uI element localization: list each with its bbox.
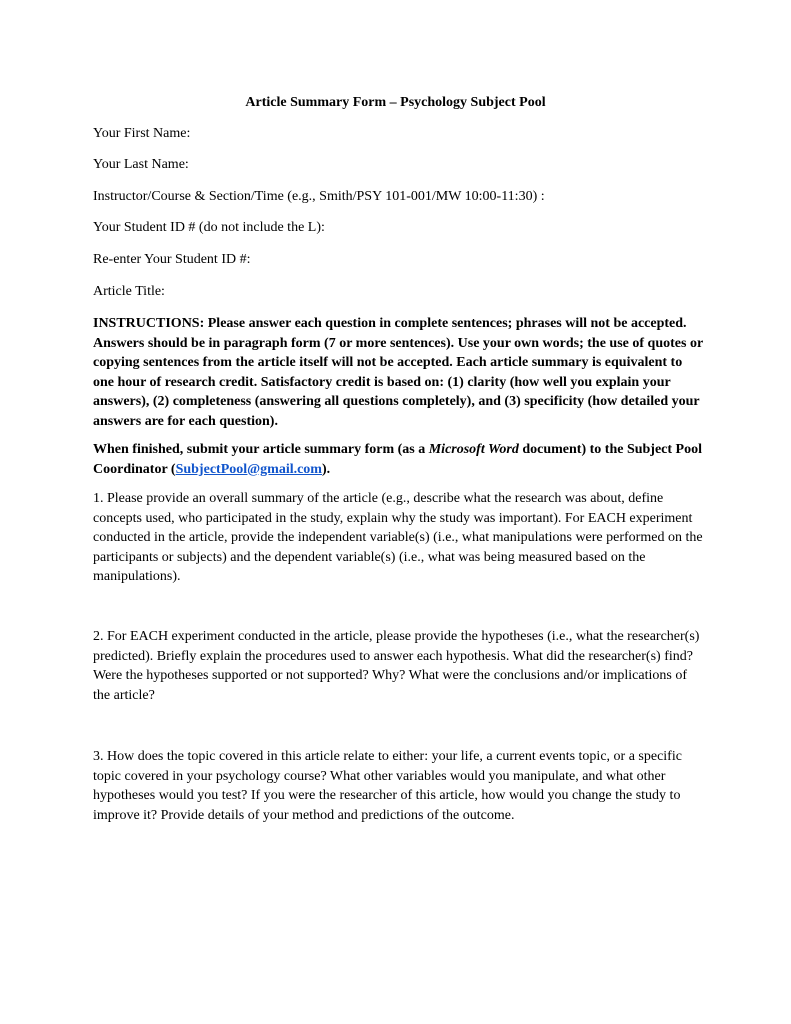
submission-paragraph (93, 440, 705, 479)
last-name-field[interactable]: Your Last Name: (93, 157, 189, 172)
coordinator-email-link[interactable]: SubjectPool@gmail.com (175, 461, 322, 477)
question-1: 1. Please provide an overall summary of the article (e.g., describe what the research was about, define concepts used, who participated in the study, explain why the study was important). For EACH experiment conducted in the article, provide the independent variable(s) (i.e., what manipulations were performed on the participants or subjects) and the dependent variable(s) (i.e., what was being measured based on the manipulations). (93, 491, 703, 584)
article-title-field[interactable]: Article Title: (93, 284, 165, 299)
submission-text-middle: document) to the Subject Pool Coordinator ( (93, 442, 702, 477)
student-id-field[interactable]: Your Student ID # (do not include the L): (93, 220, 325, 235)
submission-text-after: ). (321, 461, 331, 477)
document-title: Article Summary Form – Psychology Subject Pool (245, 95, 546, 110)
first-name-field[interactable]: Your First Name: (93, 126, 191, 141)
submission-text-before: When finished, submit your article summary form (as a (93, 442, 429, 457)
submission-app-name: Microsoft Word (428, 442, 519, 457)
instructor-course-field[interactable]: Instructor/Course & Section/Time (e.g., Smith/PSY 101-001/MW 10:00-11:30) : (93, 189, 545, 204)
student-id-reenter-field[interactable]: Re-enter Your Student ID #: (93, 252, 251, 267)
instructions-paragraph: INSTRUCTIONS: Please answer each question in complete sentences; phrases will not be accepted. Answers should be in paragraph form (7 or more sentences). Use your own words; the use of quotes or copying sentences from the article itself will not be accepted. Each article summary is equivalent to one hour of research credit. Satisfactory credit is based on: (1) clarity (how well you explain your answers), (2) completeness (answering all questions completely), and (3) specificity (how detailed your answers are for each question). (93, 316, 703, 429)
question-3: 3. How does the topic covered in this article relate to either: your life, a current events topic, or a specific topic covered in your psychology course? What other variables would you manipulate, and what other hypotheses would you test? If you were the researcher of this article, how would you change the study to improve it? Provide details of your method and predictions of the outcome. (93, 749, 682, 823)
question-2: 2. For EACH experiment conducted in the article, please provide the hypotheses (i.e., what the researcher(s) predicted). Briefly explain the procedures used to answer each hypothesis. What did the researcher(s) find? Were the hypotheses supported or not supported? Why? What were the conclusions and/or implications of the article? (93, 629, 700, 703)
